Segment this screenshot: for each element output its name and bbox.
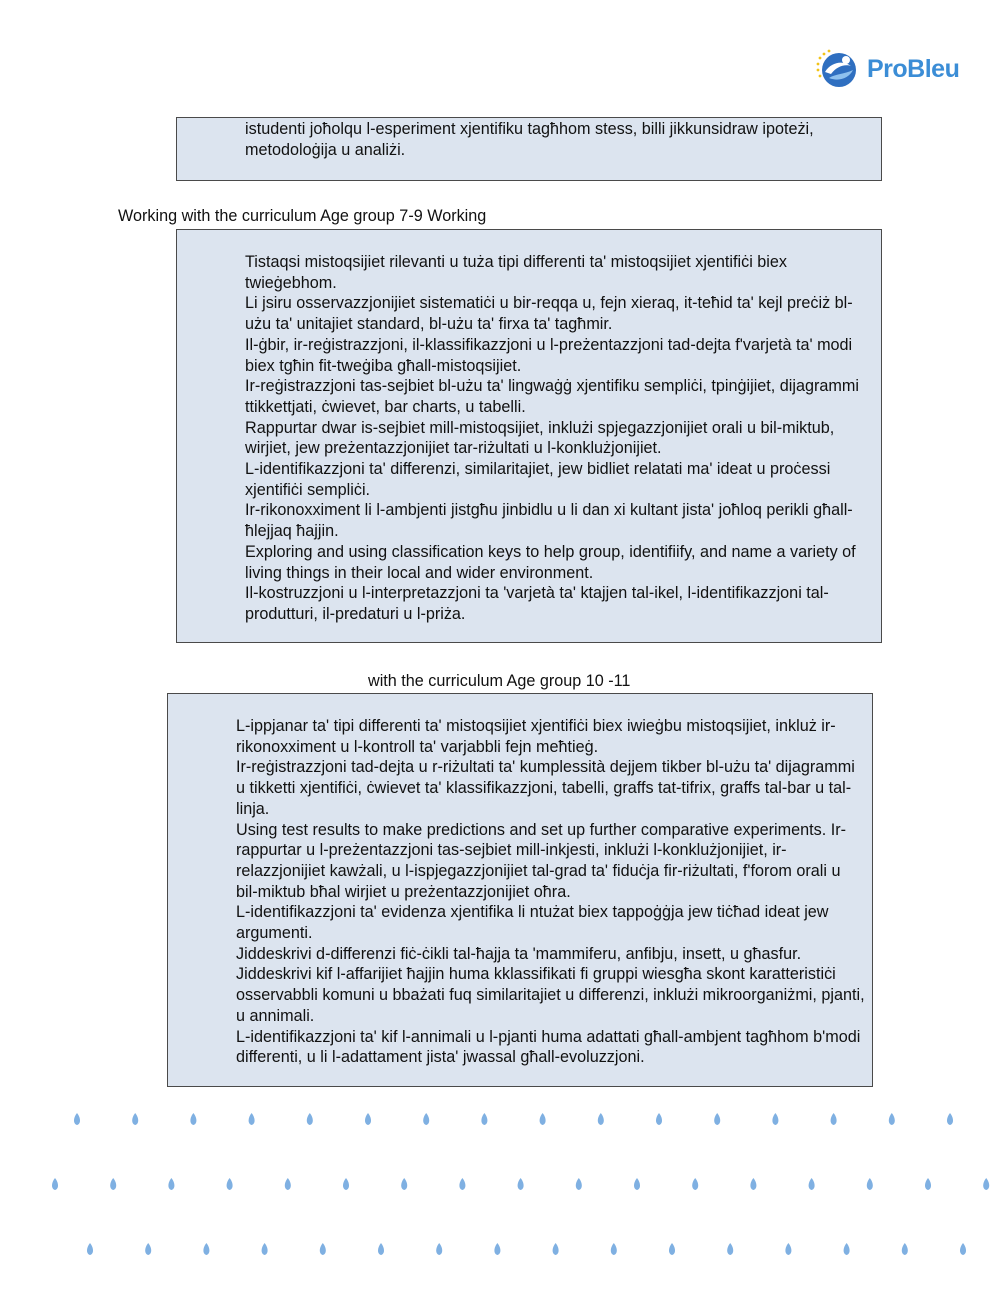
droplet-icon	[494, 1243, 500, 1255]
droplet-icon	[540, 1113, 546, 1125]
box2-paragraph: L-identifikazzjoni ta' differenzi, similaritajiet, jew bidliet relatati ma' ideat u proċessi xjentifiċi sempliċi.	[245, 460, 831, 499]
droplet-icon	[844, 1243, 850, 1255]
droplet-icon	[132, 1113, 138, 1125]
droplet-icon	[227, 1178, 233, 1190]
droplet-icon	[598, 1113, 604, 1125]
droplet-icon	[785, 1243, 791, 1255]
droplet-icon	[669, 1243, 675, 1255]
droplet-icon	[481, 1113, 487, 1125]
droplet-icon	[52, 1178, 58, 1190]
box2-paragraph: Ir-reġistrazzjoni tas-sejbiet bl-użu ta' lingwaġġ xjentifiku sempliċi, tpinġijiet, dijagrammi ttikkettjati, ċwievet, bar charts, u tabelli.	[245, 377, 859, 416]
droplet-icon	[889, 1113, 895, 1125]
box2-text	[245, 252, 875, 625]
text-box-1	[176, 117, 882, 181]
droplet-icon	[285, 1178, 291, 1190]
droplet-icon	[249, 1113, 255, 1125]
box3-paragraph: Jiddeskrivi kif l-affarijiet ħajjin huma kklassifikati fi gruppi wiesgħa skont karatteristiċi osservabbli komuni u bbażati fuq similaritajiet u differenzi, inklużi mikroorganiżmi, pjanti, u annimali.	[236, 965, 865, 1025]
droplet-icon	[459, 1178, 465, 1190]
droplet-icon	[518, 1178, 524, 1190]
probleu-globe-icon	[815, 48, 861, 90]
droplet-icon	[365, 1113, 371, 1125]
droplet-icon	[320, 1243, 326, 1255]
droplet-icon	[983, 1178, 989, 1190]
probleu-logo	[815, 48, 959, 90]
droplet-icon	[692, 1178, 698, 1190]
droplet-icon	[203, 1243, 209, 1255]
droplet-icon	[714, 1113, 720, 1125]
droplet-icon	[343, 1178, 349, 1190]
droplet-icon	[190, 1113, 196, 1125]
box2-paragraph: Ir-rikonoxximent li l-ambjenti jistgħu jinbidlu u li dan xi kultant jista' joħloq perikli għall-ħlejjaq ħajjin.	[245, 501, 853, 541]
droplet-icon	[867, 1178, 873, 1190]
droplet-icon	[145, 1243, 151, 1255]
droplet-icon	[307, 1113, 313, 1125]
droplet-icon	[110, 1178, 116, 1190]
droplet-icon	[772, 1113, 778, 1125]
droplet-icon	[960, 1243, 966, 1255]
decorative-droplet-pattern	[0, 1100, 1000, 1294]
droplet-icon	[831, 1113, 837, 1125]
droplet-icon	[809, 1178, 815, 1190]
box2-paragraph: Il-ġbir, ir-reġistrazzjoni, il-klassifikazzjoni u l-preżentazzjoni tad-dejta f'varjetà ta' modi biex tgħin fit-tweġiba għall-mistoqsijiet.	[245, 335, 853, 375]
droplet-icon	[401, 1178, 407, 1190]
box3-paragraph: L-identifikazzjoni ta' kif l-annimali u l-pjanti huma adattati għall-ambjent tagħhom b'modi differenti, u li l-adattament jista' jwassal għall-evoluzzjoni.	[236, 1027, 861, 1067]
droplet-icon	[423, 1113, 429, 1125]
droplet-icon	[74, 1113, 80, 1125]
box1-paragraph: istudenti joħolqu l-esperiment xjentifiku tagħhom stess, billi jikkunsidraw ipoteżi, metodoloġija u analiżi.	[245, 120, 814, 159]
droplet-icon	[378, 1243, 384, 1255]
droplet-icon	[168, 1178, 174, 1190]
text-box-2	[176, 229, 882, 643]
droplet-icon	[553, 1243, 559, 1255]
droplet-icon	[87, 1243, 93, 1255]
droplet-icon	[902, 1243, 908, 1255]
box2-paragraph: Rappurtar dwar is-sejbiet mill-mistoqsijiet, inklużi spjegazzjonijiet orali u bil-miktub, wirjiet, jew preżentazzjonijiet tar-riżultati u l-konklużjonijiet.	[245, 418, 835, 458]
box2-paragraph: Il-kostruzzjoni u l-interpretazzjoni ta 'varjetà ta' ktajjen tal-ikel, l-identifikazzjoni tal-produtturi, il-predaturi u l-priża.	[245, 584, 829, 623]
section-heading-age-10-11: with the curriculum Age group 10 -11	[368, 672, 631, 690]
box3-paragraph: Using test results to make predictions and set up further comparative experiments. Ir-rappurtar u l-preżentazzjoni tas-sejbiet mill-inkjesti, inklużi l-konklużjonijiet, ir-relazzjonijiet kawżali, u l-ispjegazzjonijiet tal-grad ta' fiduċja fir-riżultati, f'forom orali u bil-miktub bħal wirjiet u preżentazzjonijiet oħra.	[236, 820, 846, 901]
droplet-icon	[634, 1178, 640, 1190]
section-heading-age-7-9: Working with the curriculum Age group 7-9 Working	[118, 207, 487, 225]
box2-paragraph: Tistaqsi mistoqsijiet rilevanti u tuża tipi differenti ta' mistoqsijiet xjentifiċi biex twieġebhom.	[245, 253, 787, 292]
droplet-icon	[576, 1178, 582, 1190]
droplet-icon	[947, 1113, 953, 1125]
droplet-icon	[750, 1178, 756, 1190]
box3-paragraph: Ir-reġistrazzjoni tad-dejta u r-riżultati ta' kumplessità dejjem tikber bl-użu ta' dijagrammi u tikketti xjentifiċi, ċwievet ta' klassifikazzjoni, tabelli, graffs tat-tifrix, graffs tal-bar u tal-linja.	[236, 758, 855, 818]
box3-paragraph: Jiddeskrivi d-differenzi fiċ-ċikli tal-ħajja ta 'mammiferu, anfibju, insett, u għasfur.	[236, 944, 802, 963]
box3-text	[236, 716, 866, 1068]
droplet-icon	[436, 1243, 442, 1255]
logo-text: ProBleu	[867, 54, 960, 83]
text-box-3	[167, 693, 873, 1087]
droplet-icon	[925, 1178, 931, 1190]
box2-paragraph: Exploring and using classification keys to help group, identifiify, and name a variety of living things in their local and wider environment.	[245, 542, 856, 582]
droplet-icon	[611, 1243, 617, 1255]
droplet-icon	[727, 1243, 733, 1255]
droplet-icon	[262, 1243, 268, 1255]
box3-paragraph: L-ippjanar ta' tipi differenti ta' mistoqsijiet xjentifiċi biex iwieġbu mistoqsijiet, inkluż ir-rikonoxximent u l-kontroll ta' varjabbli fejn meħtieġ.	[236, 717, 836, 756]
box1-text	[245, 119, 865, 160]
droplet-icon	[656, 1113, 662, 1125]
box3-paragraph: L-identifikazzjoni ta' evidenza xjentifika li ntużat biex tappoġġja jew tiċħad ideat jew argumenti.	[236, 903, 829, 943]
box2-paragraph: Li jsiru osservazzjonijiet sistematiċi u bir-reqqa u, fejn xieraq, it-teħid ta' kejl preċiż bl-użu ta' unitajiet standard, bl-użu ta' firxa ta' tagħmir.	[245, 294, 853, 334]
